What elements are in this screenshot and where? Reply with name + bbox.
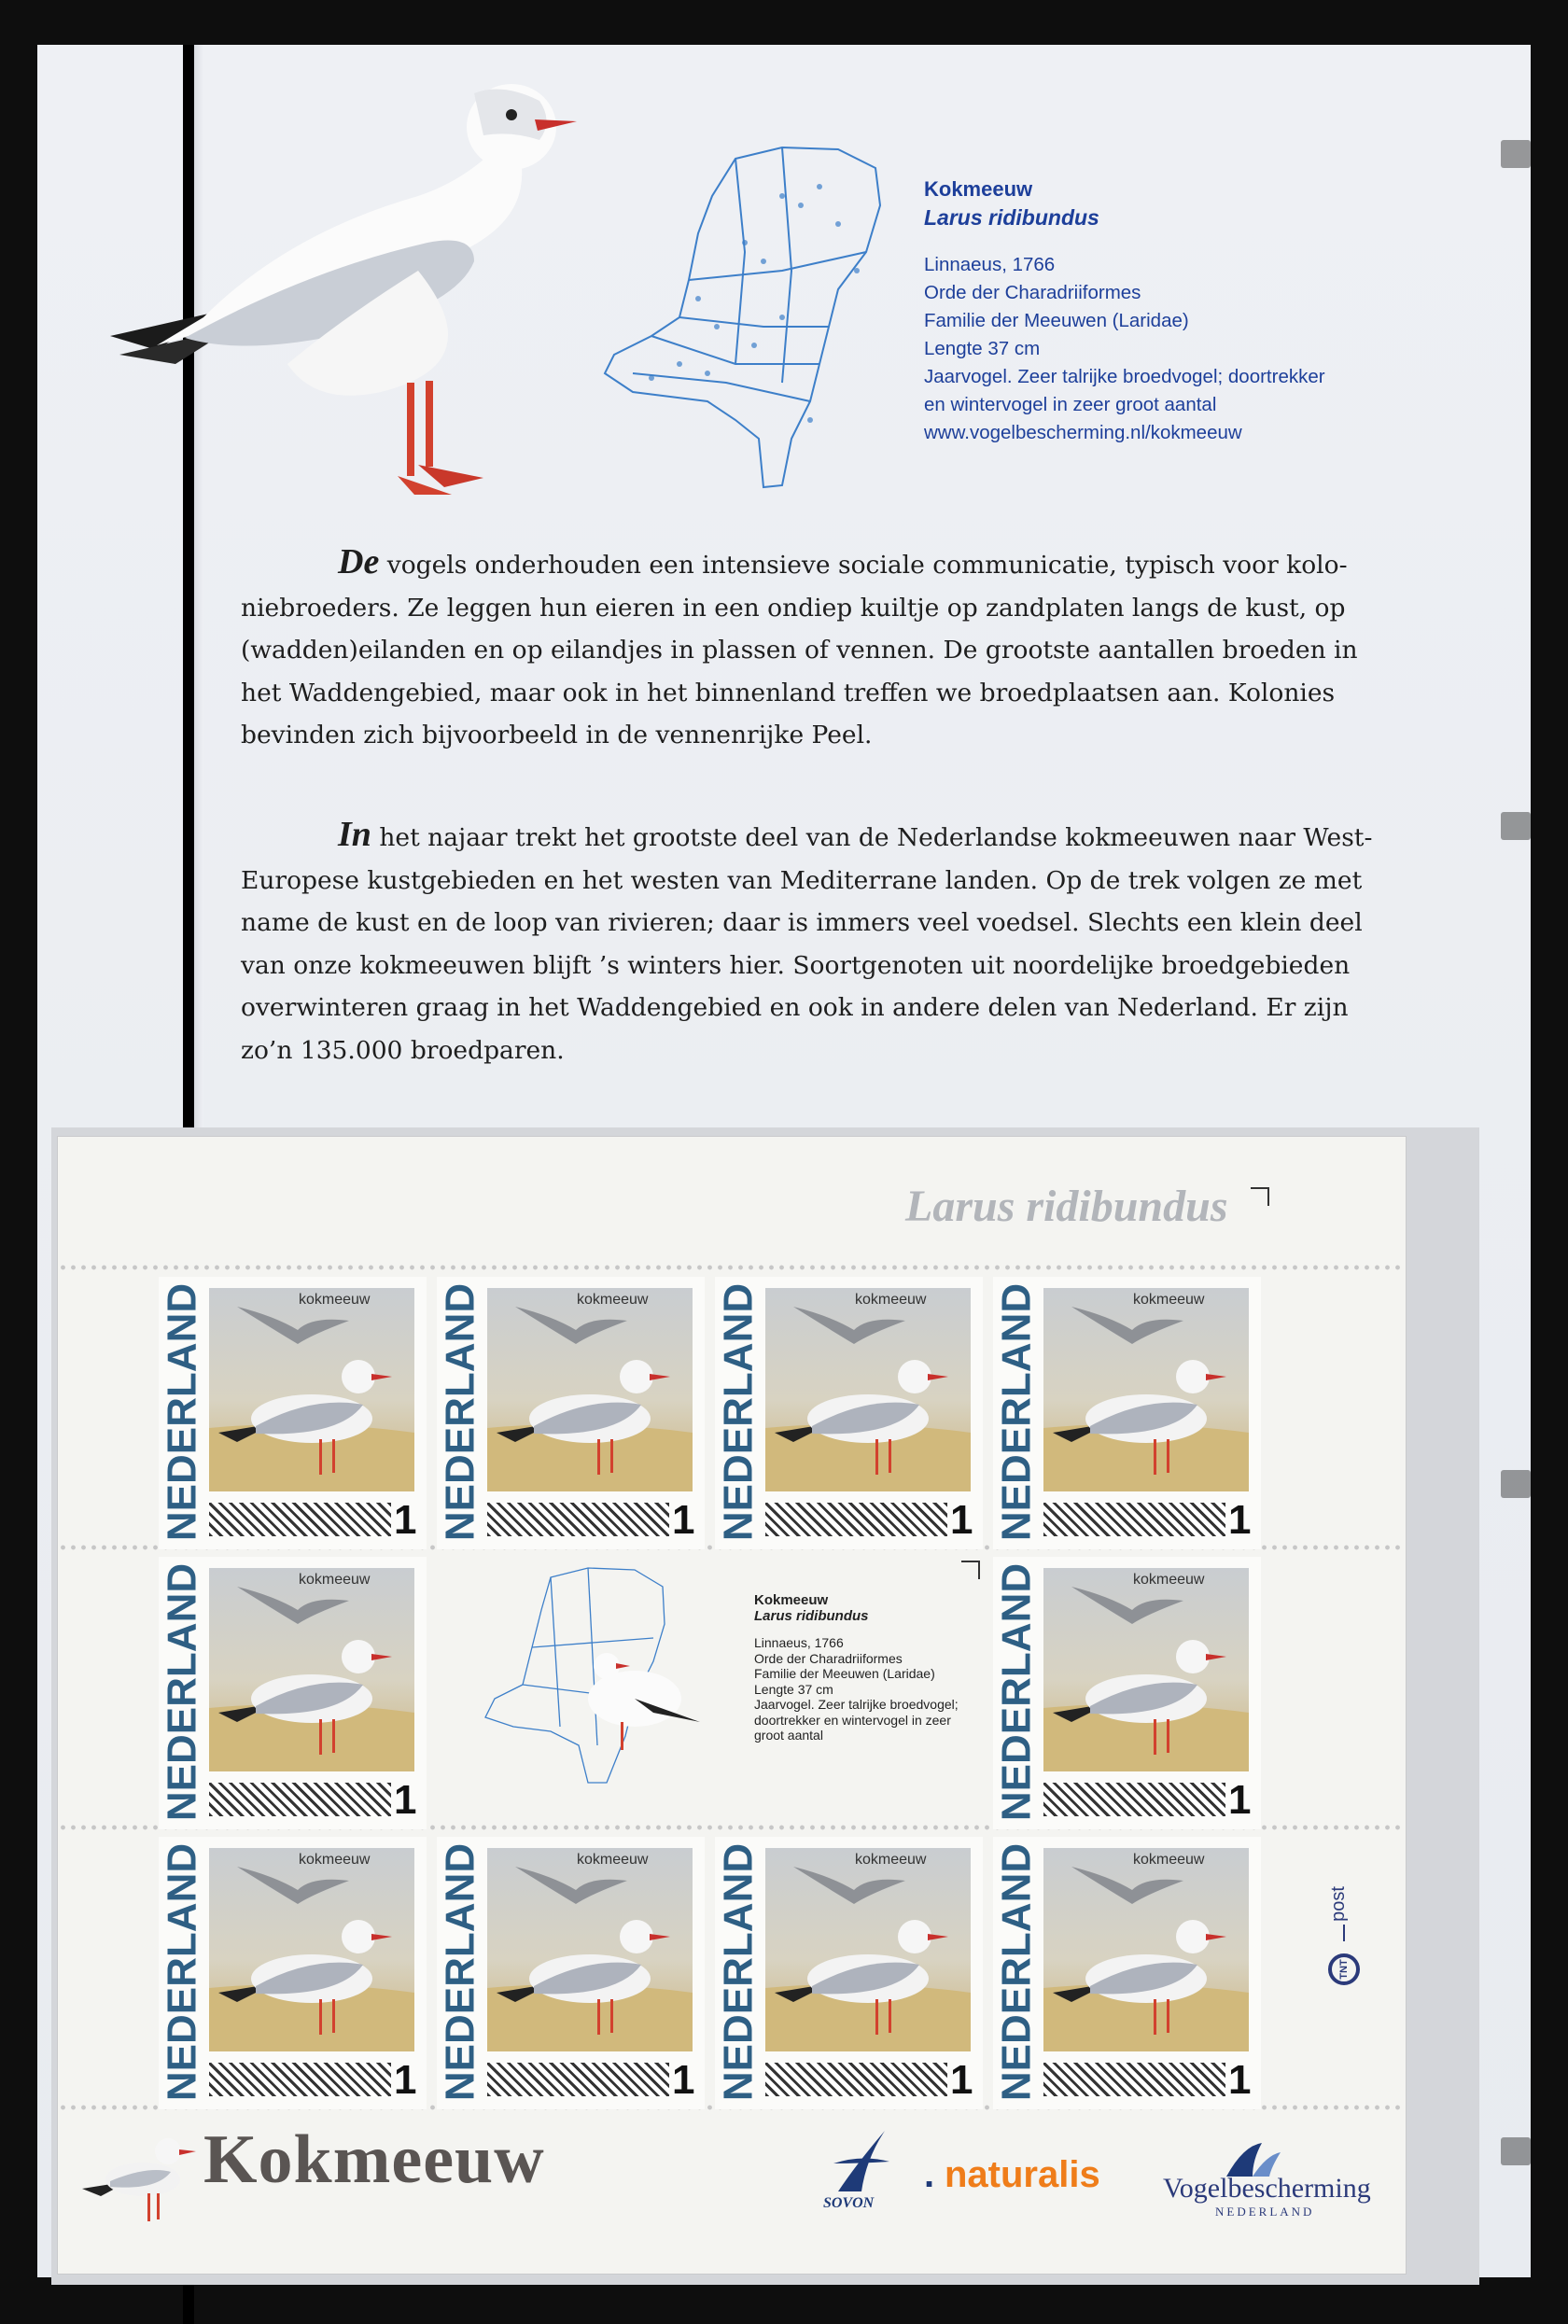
stamp-value: 1 [1228,2057,1252,2103]
center-line: doortrekker en wintervogel in zeer [754,1712,951,1728]
stamp-value: 1 [394,1497,417,1543]
stamp-hatch [209,1503,391,1536]
info-line: en wintervogel in zeer groot aantal [924,394,1217,415]
stamp-label: kokmeeuw [299,1572,371,1588]
corner-mark [961,1561,980,1579]
vogelbescherming-logo: Vogelbescherming [1163,2173,1371,2204]
stamp-gull-image [1043,1848,1249,2051]
binder-clip [1501,812,1531,840]
svg-text:NEDERLAND: NEDERLAND [715,1842,762,2102]
center-line: Orde der Charadriiformes [754,1650,903,1666]
stamp-country [993,1842,1040,2102]
tnt-text: TNT [1337,1959,1350,1980]
stamp-label: kokmeeuw [1133,1852,1205,1868]
para-line: zo’n 135.000 broedparen. [241,1035,565,1065]
stamp-country [993,1562,1040,1822]
stamp-label: kokmeeuw [577,1292,649,1308]
species-latin: Larus ridibundus [924,205,1099,230]
stamp-hatch [765,1503,947,1536]
stamp-gull-image [487,1848,693,2051]
stamp-gull-image [209,1288,414,1491]
stamp-gull-image [209,1568,414,1771]
stamp-gull-image [1043,1288,1249,1491]
para-line: (wadden)eilanden en op eilandjes in plassen of vennen. De grootste aantallen broeden in [241,636,1358,665]
drop-cap: In [338,815,371,854]
center-line: groot aantal [754,1728,823,1743]
post-text: post [1328,1886,1349,1922]
sovon-logo [829,2126,894,2193]
paragraph-2 [241,814,1456,1071]
stamp-country [437,1282,483,1542]
center-line: Familie der Meeuwen (Laridae) [754,1666,935,1681]
info-line: Orde der Charadriiformes [924,282,1141,303]
stamp-hatch [1043,1783,1225,1816]
stamp-value: 1 [672,1497,695,1543]
center-line: Lengte 37 cm [754,1681,833,1697]
stamp-country [159,1562,205,1822]
sheet-title: Larus ridibundus [905,1182,1228,1231]
footer-gull [82,2114,203,2226]
center-panel-map [467,1559,709,1811]
stamp-label: kokmeeuw [299,1292,371,1308]
paragraph-1 [241,541,1456,757]
stamp [437,1837,705,2109]
stamp-label: kokmeeuw [1133,1292,1205,1308]
sovon-text: SOVON [823,2195,875,2211]
stamp-gull-image [487,1288,693,1491]
center-line: Linnaeus, 1766 [754,1635,844,1650]
stamp-value: 1 [950,2057,973,2103]
stamp-gull-image [209,1848,414,2051]
info-line: Linnaeus, 1766 [924,254,1056,275]
stamp [437,1277,705,1549]
stamp [159,1837,427,2109]
naturalis-logo: naturalis [945,2154,1100,2195]
stamp-hatch [487,1503,669,1536]
stamp-value: 1 [1228,1497,1252,1543]
stamp-gull-image [765,1848,971,2051]
svg-text:NEDERLAND: NEDERLAND [159,1842,205,2102]
stamp-value: 1 [394,1777,417,1823]
para-line: In het najaar trekt het grootste deel van de Nederlandse kokmeeuwen naar West- [338,815,1373,854]
distribution-map [595,140,903,495]
stamp-country [159,1282,205,1542]
svg-text:NEDERLAND: NEDERLAND [993,1842,1040,2102]
binder-clip [1501,1470,1531,1498]
info-line: Familie der Meeuwen (Laridae) [924,310,1189,331]
corner-mark [1251,1187,1269,1206]
para-line: het Waddengebied, maar ook in het binnenland treffen we broedplaatsen aan. Kolonies [241,678,1336,707]
stamp-gull-image [1043,1568,1249,1771]
tnt-post-logo [1325,1867,1363,2035]
stamp-country [715,1842,762,2102]
stamp-label: kokmeeuw [299,1852,371,1868]
para-line: niebroeders. Ze leggen hun eieren in een ondiep kuiltje op zandplaten langs de kust, op [241,593,1346,623]
stamp-hatch [209,1783,391,1816]
svg-text:NEDERLAND: NEDERLAND [437,1842,483,2102]
stamp-value: 1 [1228,1777,1252,1823]
stamp [993,1277,1261,1549]
para-line: overwinteren graag in het Waddengebied en ook in andere delen van Nederland. Er zijn [241,993,1349,1022]
stamp-country [159,1842,205,2102]
species-name: Kokmeeuw [924,177,1033,201]
stamp-hatch [765,2063,947,2096]
vogelbescherming-sub: NEDERLAND [1215,2205,1315,2219]
svg-text:NEDERLAND: NEDERLAND [159,1282,205,1542]
stamp-hatch [209,2063,391,2096]
stamp [715,1837,983,2109]
stamp [993,1837,1261,2109]
svg-text:NEDERLAND: NEDERLAND [993,1282,1040,1542]
stamp [159,1277,427,1549]
svg-text:NEDERLAND: NEDERLAND [993,1562,1040,1822]
svg-text:NEDERLAND: NEDERLAND [437,1282,483,1542]
stamp-hatch [487,2063,669,2096]
stamp-hatch [1043,2063,1225,2096]
stamp-label: kokmeeuw [855,1292,927,1308]
stamp-value: 1 [672,2057,695,2103]
drop-cap: De [338,542,380,581]
svg-text:NEDERLAND: NEDERLAND [159,1562,205,1822]
para-line: Europese kustgebieden en het westen van Mediterrane landen. Op de trek volgen ze met [241,865,1363,895]
stamp-value: 1 [394,2057,417,2103]
naturalis-dot: . [924,2154,935,2195]
stamp-label: kokmeeuw [1133,1572,1205,1588]
para-line: bevinden zich bijvoorbeeld in de vennenrijke Peel. [241,721,873,749]
para-line: van onze kokmeeuwen blijft ’s winters hier. Soortgenoten uit noordelijke broedgebieden [241,950,1351,980]
stamp [715,1277,983,1549]
binder-clip [1501,2137,1531,2165]
center-latin: Larus ridibundus [754,1607,869,1624]
stamp [159,1557,427,1829]
binder-clip [1501,140,1531,168]
para-line: name de kust en de loop van rivieren; daar is immers veel voedsel. Slechts een klein deel [241,908,1363,937]
info-link[interactable]: www.vogelbescherming.nl/kokmeeuw [924,422,1242,443]
stamp [993,1557,1261,1829]
stamp-gull-image [765,1288,971,1491]
stamp-value: 1 [950,1497,973,1543]
info-line: Lengte 37 cm [924,338,1041,359]
stamp-label: kokmeeuw [855,1852,927,1868]
gull-illustration [101,84,605,532]
stamp-hatch [1043,1503,1225,1536]
stamp-country [993,1282,1040,1542]
center-line: Jaarvogel. Zeer talrijke broedvogel; [754,1697,959,1712]
info-line: Jaarvogel. Zeer talrijke broedvogel; doortrekker [924,366,1325,387]
stamp-country [437,1842,483,2102]
para-line: De vogels onderhouden een intensieve sociale communicatie, typisch voor kolo- [338,542,1348,581]
stamp-country [715,1282,762,1542]
center-panel-info [754,1593,959,1743]
species-info [924,177,1447,447]
perforation-row [58,1265,1406,1270]
center-name: Kokmeeuw [754,1592,829,1608]
svg-text:NEDERLAND: NEDERLAND [715,1282,762,1542]
sheet-footer-title: Kokmeeuw [203,2121,545,2198]
stamp-label: kokmeeuw [577,1852,649,1868]
